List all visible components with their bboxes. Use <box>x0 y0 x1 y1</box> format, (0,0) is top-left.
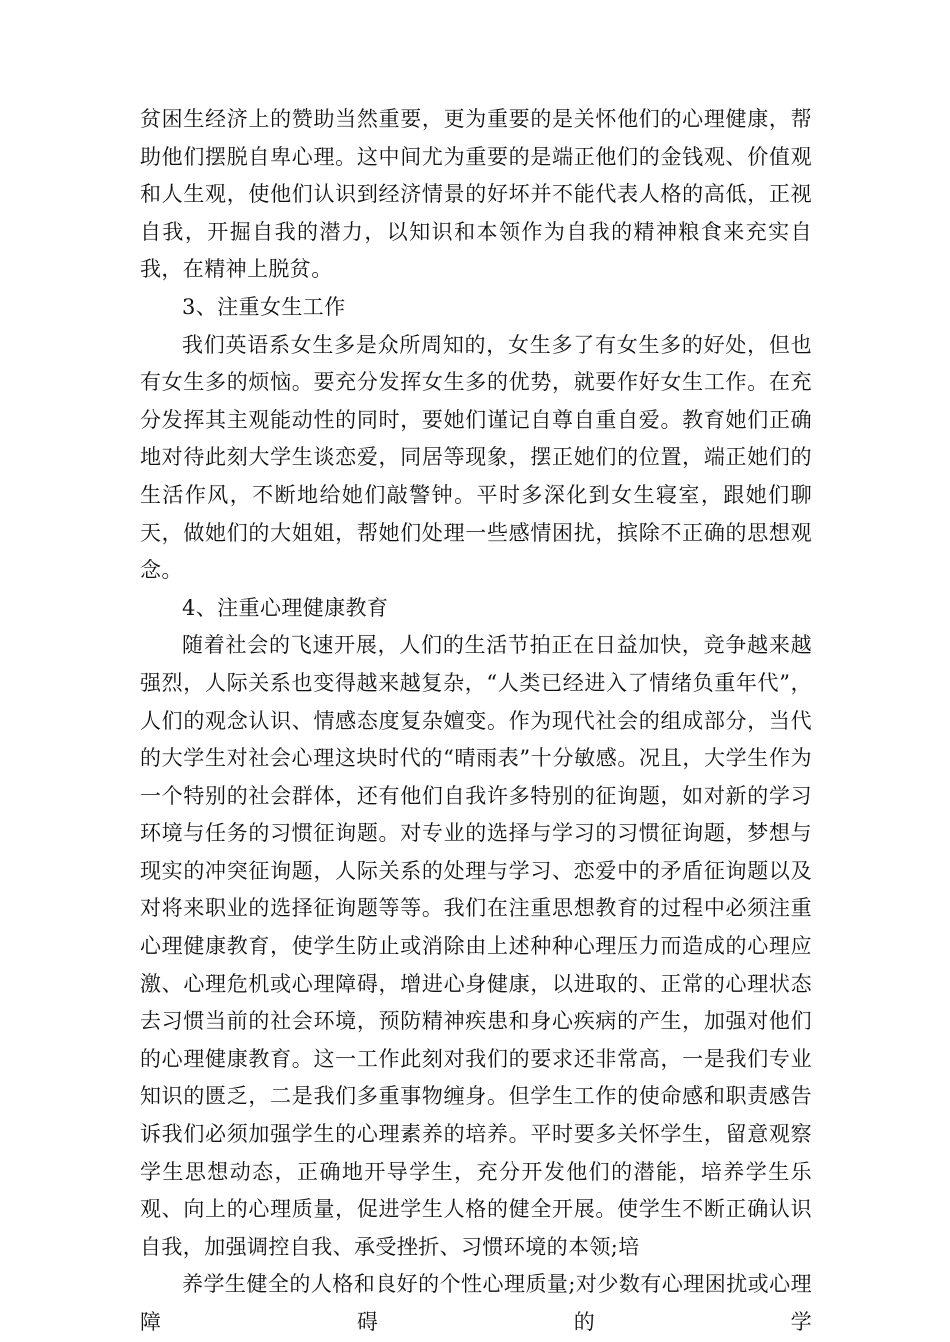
section-heading-3: 3、注重女生工作 <box>182 294 346 319</box>
paragraph-mental-health: 随着社会的飞速开展，人们的生活节拍正在日益加快，竞争越来越强烈，人际关系也变得越来越复杂，“人类已经进入了情绪负重年代”，人们的观念认识、情感态度复杂嬗变。作为现代社会的组成部分，当代的大学生对社会心理这块时代的“晴雨表”十分敏感。况且，大学生作为一个特别的社会群体，还有他们自我许多特别的征询题，如对新的学习环境与任务的习惯征询题。对专业的选择与学习的习惯征询题，梦想与现实的冲突征询题，人际关系的处理与学习、恋爱中的矛盾征询题以及对将来职业的选择征询题等等。我们在注重思想教育的过程中必须注重心理健康教育，使学生防止或消除由上述种种心理压力而造成的心理应激、心理危机或心理障碍，增进心身健康，以进取的、正常的心理状态去习惯当前的社会环境，预防精神疾患和身心疾病的产生，加强对他们的心理健康教育。这一工作此刻对我们的要求还非常高，一是我们专业知识的匮乏，二是我们多重事物缠身。但学生工作的使命感和职责感告诉我们必须加强学生的心理素养的培养。平时要多关怀学生，留意观察学生思想动态，正确地开导学生，充分开发他们的潜能，培养学生乐观、向上的心理质量，促进学生人格的健全开展。使学生不断正确认识自我，加强调控自我、承受挫折、习惯环境的本领;培 <box>140 633 812 1259</box>
paragraph-female-students: 我们英语系女生多是众所周知的，女生多了有女生多的好处，但也有女生多的烦恼。要充分发挥女生多的优势，就要作好女生工作。在充分发挥其主观能动性的同时，要她们谨记自尊自重自爱。教育她们正确地对待此刻大学生谈恋爱，同居等现象，摆正她们的位置，端正她们的生活作风，不断地给她们敲警钟。平时多深化到女生寝室，跟她们聊天，做她们的大姐姐，帮她们处理一些感情困扰，摈除不正确的思想观念。 <box>140 332 812 583</box>
section-heading-4: 4、注重心理健康教育 <box>182 595 389 620</box>
document-page <box>140 101 812 1342</box>
paragraph-poverty-students: 贫困生经济上的赞助当然重要，更为重要的是关怀他们的心理健康，帮助他们摆脱自卑心理。这中间尤为重要的是端正他们的金钱观、价值观和人生观，使他们认识到经济情景的好坏并不能代表人格的高低，正视自我，开掘自我的潜力，以知识和本领作为自我的精神粮食来充实自我，在精神上脱贫。 <box>140 107 812 282</box>
paragraph-continuation: 养学生健全的人格和良好的个性心理质量;对少数有心理困扰或心理障碍的学 <box>140 1272 812 1334</box>
